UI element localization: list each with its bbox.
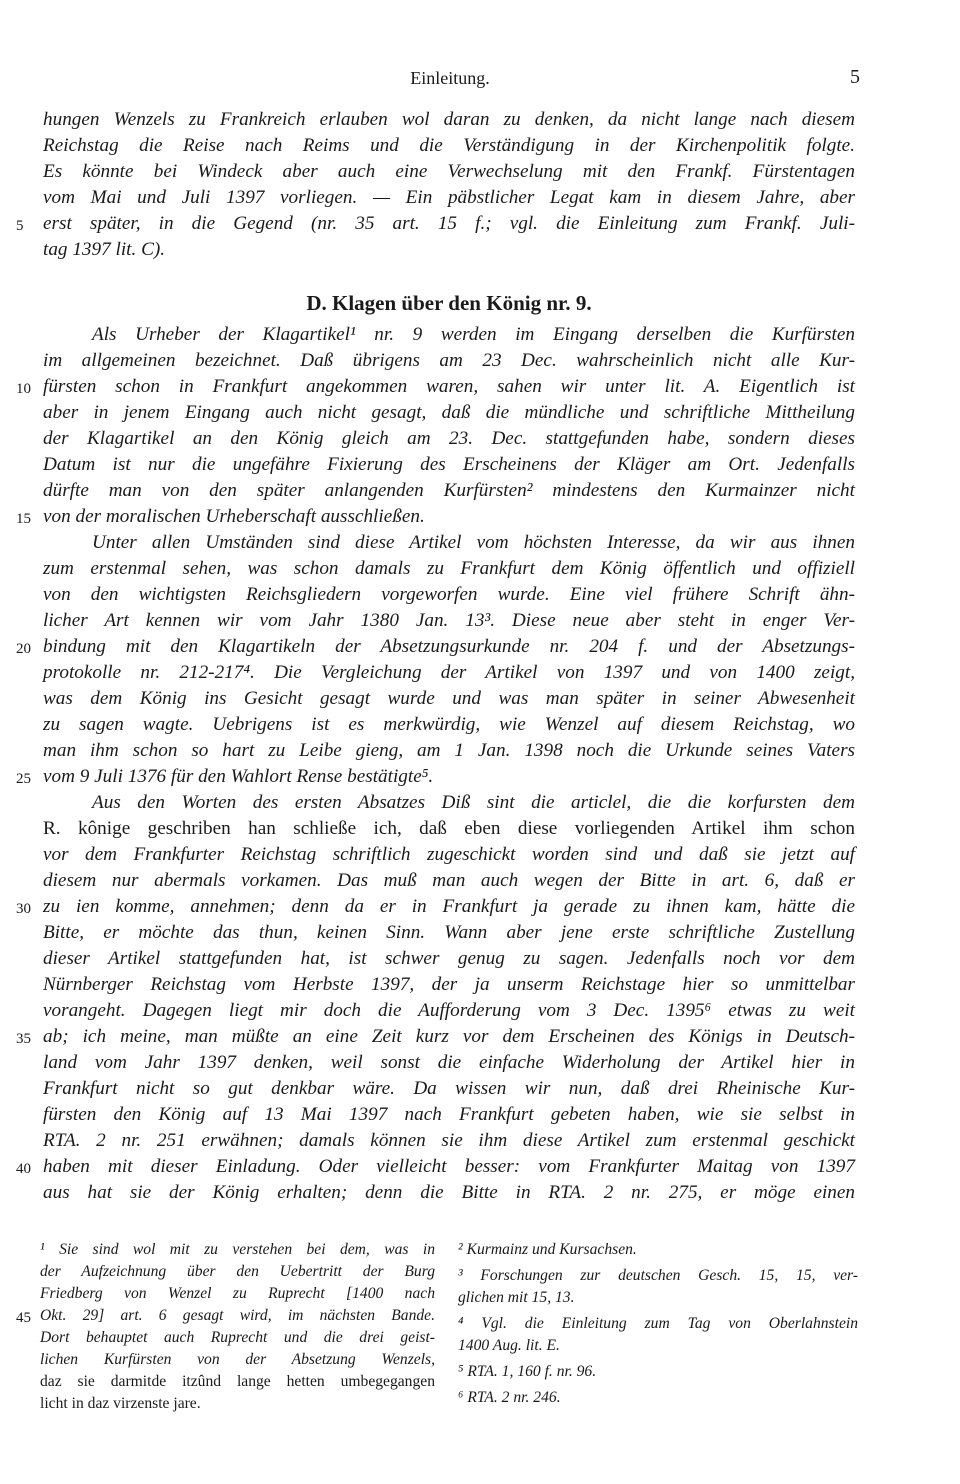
line-number: 5 (16, 218, 24, 234)
text-line: diesem nur abermals vorkamen. Das muß man auch wegen der Bitte in art. 6, daß er (43, 870, 855, 891)
text-line: aus hat sie der König erhalten; denn die Bitte in RTA. 2 nr. 275, er möge einen (43, 1182, 855, 1203)
text-line: Als Urheber der Klagartikel¹ nr. 9 werden im Eingang derselben die Kurfürsten (92, 324, 855, 345)
footnote-line: ⁴ Vgl. die Einleitung zum Tag von Oberlahnstein (458, 1315, 858, 1332)
line-number: 30 (16, 901, 31, 917)
text-line: Reichstag die Reise nach Reims und die Verständigung in der Kirchenpolitik folgte. (43, 135, 855, 156)
text-line: bindung mit den Klagartikeln der Absetzungsurkunde nr. 204 f. und der Absetzungs- (43, 636, 855, 657)
footnote-line: ¹ Sie sind wol mit zu verstehen bei dem, was in (40, 1241, 435, 1258)
footnote-line: lichen Kurfürsten von der Absetzung Wenzels, (40, 1351, 435, 1368)
text-line: Frankfurt nicht so gut denkbar wäre. Da wissen wir nun, daß drei Rheinische Kur- (43, 1078, 855, 1099)
line-number: 45 (16, 1310, 31, 1326)
line-number: 25 (16, 771, 31, 787)
text-line: zum erstenmal sehen, was schon damals zu Frankfurt dem König öffentlich und offiziell (43, 558, 855, 579)
section-heading: D. Klagen über den König nr. 9. (306, 291, 592, 315)
page-number: 5 (850, 66, 860, 88)
footnote-line: ⁶ RTA. 2 nr. 246. (458, 1389, 561, 1406)
line-number: 20 (16, 641, 31, 657)
running-title: Einleitung. (410, 68, 490, 88)
text-line: Es könnte bei Windeck aber auch eine Verwechselung mit den Frankf. Fürstentagen (43, 161, 855, 182)
text-line: tag 1397 lit. C). (43, 239, 166, 260)
text-line: land vom Jahr 1397 denken, weil sonst die einfache Widerholung der Artikel hier in (43, 1052, 855, 1073)
line-number: 40 (16, 1161, 31, 1177)
footnote-line: ⁵ RTA. 1, 160 f. nr. 96. (458, 1363, 597, 1380)
footnote-line: der Aufzeichnung über den Uebertritt der Burg (40, 1263, 435, 1280)
line-number: 15 (16, 511, 31, 527)
footnote-line: ² Kurmainz und Kursachsen. (458, 1241, 637, 1258)
text-line: von den wichtigsten Reichsgliedern vorgeworfen wurde. Eine viel frühere Schrift ähn- (43, 584, 855, 605)
text-line: haben mit dieser Einladung. Oder vielleicht besser: vom Frankfurter Maitag von 1397 (43, 1156, 855, 1177)
text-line: man ihm schon so hart zu Leibe gieng, am 1 Jan. 1398 noch die Urkunde seines Vaters (43, 740, 855, 761)
text-line: vom Mai und Juli 1397 vorliegen. — Ein päbstlicher Legat kam in diesem Jahre, aber (43, 187, 855, 208)
footnote-line: Okt. 29] art. 6 gesagt wird, im nächsten Bande. (40, 1307, 435, 1324)
text-line: erst später, in die Gegend (nr. 35 art. 15 f.; vgl. die Einleitung zum Frankf. Juli- (43, 213, 855, 234)
footnote-line: Friedberg von Wenzel zu Ruprecht [1400 nach (40, 1285, 435, 1302)
text-line: Datum ist nur die ungefähre Fixierung des Erscheinens der Kläger am Ort. Jedenfalls (43, 454, 855, 475)
footnote-line: 1400 Aug. lit. E. (458, 1337, 560, 1354)
text-line: Unter allen Umständen sind diese Artikel vom höchsten Interesse, da wir aus ihnen (92, 532, 855, 553)
text-line: dieser Artikel stattgefunden hat, ist schwer genug zu sagen. Jedenfalls noch vor dem (43, 948, 855, 969)
text-line: hungen Wenzels zu Frankreich erlauben wol daran zu denken, da nicht lange nach diesem (43, 109, 855, 130)
text-line: fürsten schon in Frankfurt angekommen waren, sahen wir unter lit. A. Eigentlich ist (43, 376, 855, 397)
text-line: Bitte, er möchte das thun, keinen Sinn. Wann aber jene erste schriftliche Zustellung (43, 922, 855, 943)
footnote-line: Dort behauptet auch Ruprecht und die drei geist- (40, 1329, 435, 1346)
text-line: vom 9 Juli 1376 für den Wahlort Rense bestätigte⁵. (43, 766, 434, 787)
text-line: zu ien komme, annehmen; denn da er in Frankfurt ja gerade zu ihnen kam, hätte die (43, 896, 855, 917)
text-line: fürsten den König auf 13 Mai 1397 nach Frankfurt gebeten haben, wie sie selbst in (43, 1104, 855, 1125)
text-line: protokolle nr. 212-217⁴. Die Vergleichung der Artikel von 1397 und von 1400 zeigt, (43, 662, 855, 683)
text-line: Aus den Worten des ersten Absatzes Diß sint die articlel, die die korfursten dem (92, 792, 855, 813)
text-line: dürfte man von den später anlangenden Kurfürsten² mindestens den Kurmainzer nicht (43, 480, 855, 501)
text-line: RTA. 2 nr. 251 erwähnen; damals können sie ihm diese Artikel zum erstenmal geschickt (43, 1130, 855, 1151)
text-line: R. kônige geschriben han schließe ich, daß eben diese vorliegenden Artikel ihm schon (43, 818, 855, 839)
text-line: zu sagen wagte. Uebrigens ist es merkwürdig, wie Wenzel auf diesem Reichstag, wo (43, 714, 855, 735)
text-line: vor dem Frankfurter Reichstag schriftlich zugeschickt worden sind und daß sie jetzt auf (43, 844, 855, 865)
text-line: aber in jenem Eingang auch nicht gesagt, daß die mündliche und schriftliche Mittheilung (43, 402, 855, 423)
text-line: ab; ich meine, man müßte an eine Zeit kurz vor dem Erscheinen des Königs in Deutsch- (43, 1026, 855, 1047)
line-number: 35 (16, 1031, 31, 1047)
line-number: 10 (16, 381, 31, 397)
text-line: der Klagartikel an den König gleich am 23. Dec. stattgefunden habe, sondern dieses (43, 428, 855, 449)
text-line: Nürnberger Reichstag vom Herbste 1397, der ja unserm Reichstage hier so unmittelbar (43, 974, 855, 995)
footnote-line: glichen mit 15, 13. (458, 1289, 575, 1306)
text-line: licher Art kennen wir vom Jahr 1380 Jan. 13³. Diese neue aber steht in enger Ver- (43, 610, 855, 631)
text-line: was dem König ins Gesicht gesagt wurde und was man später in seiner Abwesenheit (43, 688, 855, 709)
text-line: vorangeht. Dagegen liegt mir doch die Aufforderung vom 3 Dec. 1395⁶ etwas zu weit (43, 1000, 855, 1021)
text-line: von der moralischen Urheberschaft ausschließen. (43, 506, 425, 527)
running-head (40, 64, 860, 92)
footnote-line: daz sie darmitde itzûnd lange hetten umbegegangen (40, 1373, 435, 1390)
footnote-line: ³ Forschungen zur deutschen Gesch. 15, 15, ver- (458, 1267, 858, 1284)
text-line: im allgemeinen bezeichnet. Daß übrigens am 23 Dec. wahrscheinlich nicht alle Kur- (43, 350, 855, 371)
footnote-line: licht in daz virzenste jare. (40, 1395, 201, 1412)
